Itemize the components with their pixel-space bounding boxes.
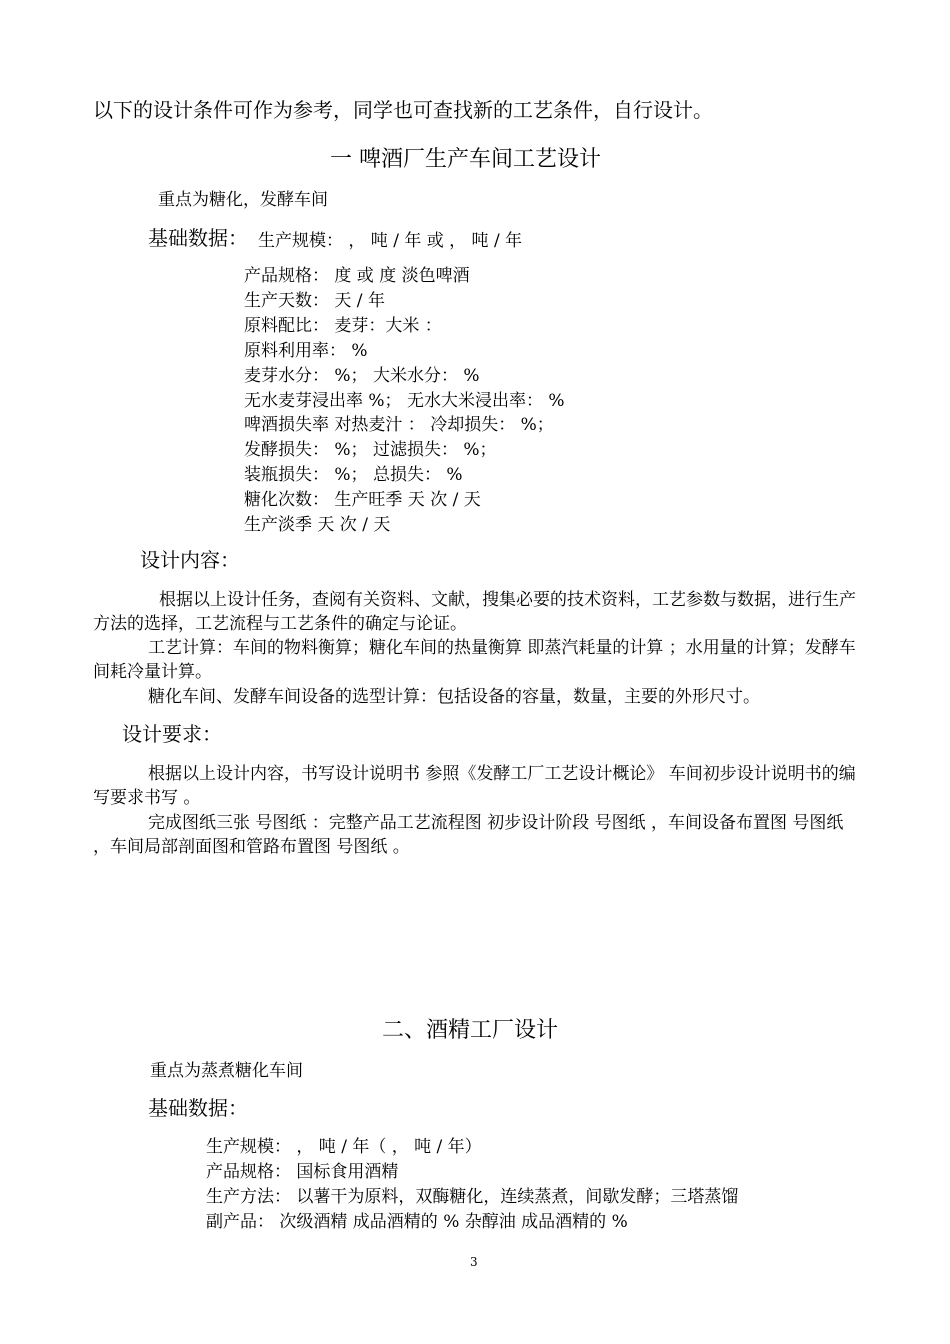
page-number: 3 [470,1255,478,1269]
s1-line-loss-bottle: 装瓶损失： %； 总损失： % [244,465,463,485]
section1-basic-label: 基础数据： [148,226,248,250]
content-para-1: 根据以上设计任务，查阅有关资料、文献，搜集必要的技术资料，工艺参数与数据，进行生产方法的选择，工艺流程与工艺条件的确定与论证。 [93,590,856,634]
s1-line-moisture: 麦芽水分： %； 大米水分： % [244,366,480,386]
content-para-2: 工艺计算：车间的物料衡算；糖化车间的热量衡算 即蒸汽耗量的计算 ；水用量的计算；发酵车间耗冷量计算。 [93,638,856,682]
s1-line-ratio: 原料配比： 麦芽：大米 ： [244,316,442,336]
s2-line-method: 生产方法： 以薯干为原料，双酶糖化，连续蒸煮，间歇发酵；三塔蒸馏 [206,1187,739,1207]
s1-line-scale: 生产规模： ， 吨 / 年 或 ， 吨 / 年 [258,231,523,251]
s1-line-saccharify-peak: 糖化次数： 生产旺季 天 次 / 天 [244,490,481,510]
s1-line-extract: 无水麦芽浸出率 %； 无水大米浸出率： % [244,391,565,411]
req-para-1: 根据以上设计内容，书写设计说明书 参照《发酵工厂工艺设计概论》 车间初步设计说明书的编写要求书写 。 [93,764,856,808]
s1-line-spec: 产品规格： 度 或 度 淡色啤酒 [244,266,470,286]
section1-title: 一 啤酒厂生产车间工艺设计 [330,147,601,172]
s1-line-utilization: 原料利用率： % [244,341,368,361]
section1-req-label: 设计要求： [122,722,222,746]
s1-line-saccharify-off: 生产淡季 天 次 / 天 [244,515,391,535]
req-para-2: 完成图纸三张 号图纸 ：完整产品工艺流程图 初步设计阶段 号图纸 ，车间设备布置图 号图纸 ，车间局部剖面图和管路布置图 号图纸 。 [93,813,844,857]
section1-content-label: 设计内容： [140,548,240,572]
section2-title: 二、酒精工厂设计 [382,1018,559,1043]
intro-text: 以下的设计条件可作为参考，同学也可查找新的工艺条件，自行设计。 [93,98,713,122]
section1-focus: 重点为糖化，发酵车间 [158,190,328,210]
s1-line-loss-wort: 啤酒损失率 对热麦汁 ： 冷却损失： %； [244,415,554,435]
section2-focus: 重点为蒸煮糖化车间 [150,1061,303,1081]
s1-line-days: 生产天数： 天 / 年 [244,291,385,311]
s1-line-loss-ferment: 发酵损失： %； 过滤损失： %； [244,440,497,460]
s2-line-spec: 产品规格： 国标食用酒精 [206,1162,399,1182]
section2-basic-label: 基础数据： [148,1096,248,1120]
s2-line-scale: 生产规模： ， 吨 / 年（ ， 吨 / 年） [206,1137,482,1157]
s2-line-byproduct: 副产品： 次级酒精 成品酒精的 % 杂醇油 成品酒精的 % [206,1212,628,1232]
content-para-3: 糖化车间、发酵车间设备的选型计算：包括设备的容量，数量，主要的外形尺寸。 [148,687,760,707]
